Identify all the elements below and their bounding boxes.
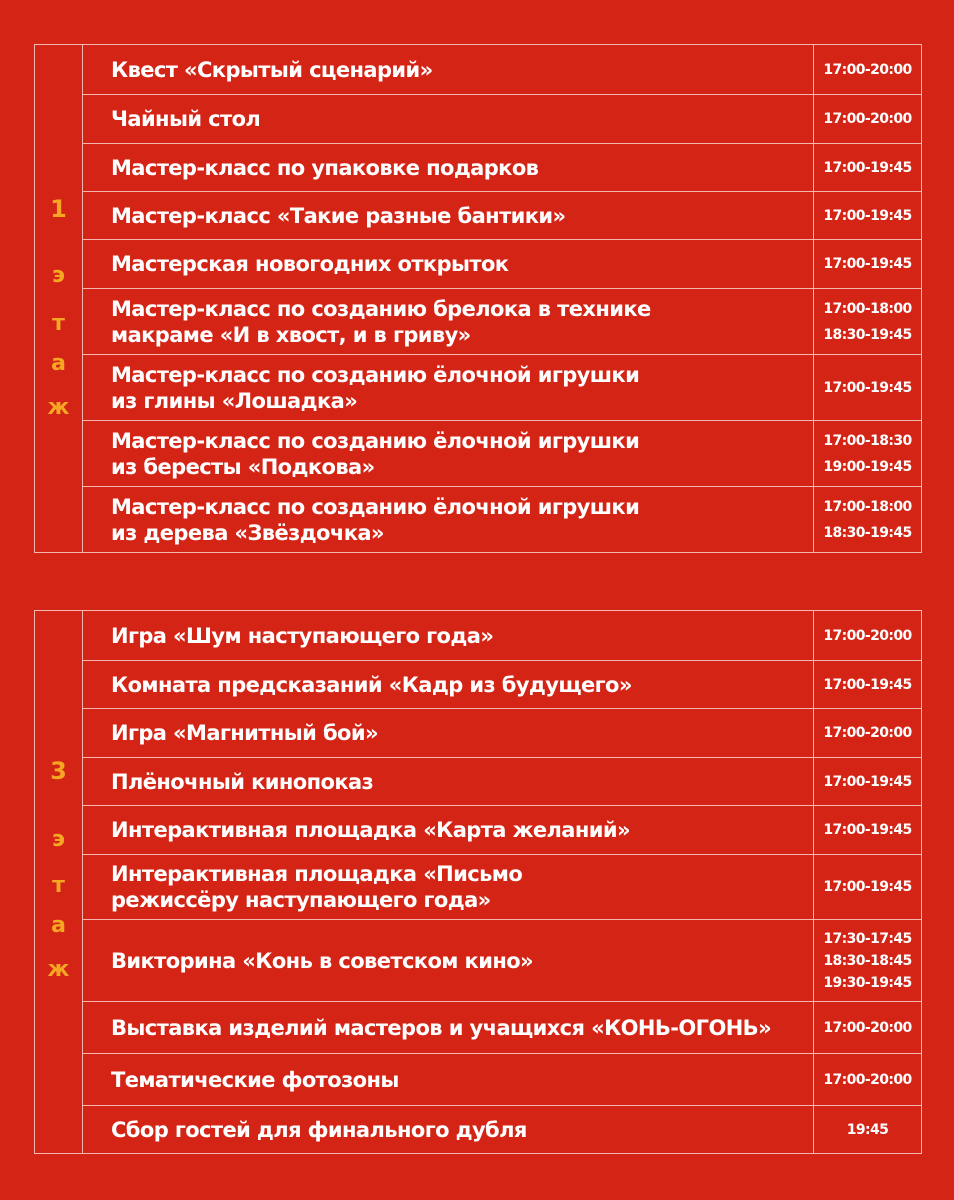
time-slot: 17:00-20:00: [823, 1019, 912, 1036]
activity-name: Выставка изделий мастеров и учащихся «КОНЬ-ОГОНЬ»: [83, 1002, 814, 1053]
time-cell: [814, 487, 921, 552]
activity-name: Сбор гостей для финального дубля: [83, 1106, 814, 1153]
schedule-row: [83, 289, 921, 355]
schedule-row: [83, 709, 921, 758]
time-cell: [814, 355, 921, 420]
activity-name: Интерактивная площадка «Письмо режиссёру наступающего года»: [83, 855, 814, 919]
time-slot: 17:00-19:45: [823, 256, 912, 272]
time-cell: [814, 611, 921, 660]
activity-name: Мастер-класс по созданию ёлочной игрушки из бересты «Подкова»: [83, 421, 814, 486]
activity-name: Мастер-класс по созданию ёлочной игрушки из глины «Лошадка»: [83, 355, 814, 420]
time-cell: [814, 144, 921, 191]
activity-name: Квест «Скрытый сценарий»: [83, 45, 814, 94]
schedule-row: [83, 661, 921, 709]
time-slot: 17:00-20:00: [823, 627, 912, 644]
activity-name: Мастерская новогодних открыток: [83, 240, 814, 288]
time-cell: [814, 1002, 921, 1053]
time-cell: [814, 1054, 921, 1105]
floor-number: 3: [50, 757, 67, 785]
time-cell: [814, 709, 921, 757]
time-slot: 17:00-20:00: [823, 1071, 912, 1088]
schedule-row: [83, 611, 921, 661]
schedule-row: [83, 355, 921, 421]
schedule-row: [83, 1054, 921, 1106]
floor-label-letter: а: [51, 351, 66, 376]
time-cell: [814, 421, 921, 486]
floor-label-letter: э: [51, 827, 66, 852]
activity-name: Игра «Шум наступающего года»: [83, 611, 814, 660]
schedule-row: [83, 1002, 921, 1054]
schedule-row: [83, 920, 921, 1002]
time-cell: [814, 192, 921, 239]
activity-name: Чайный стол: [83, 95, 814, 143]
time-slot: 17:00-18:00: [823, 498, 912, 515]
floor-label-letter: т: [52, 311, 65, 336]
time-cell: [814, 45, 921, 94]
time-slot: 17:00-19:45: [823, 379, 912, 396]
activity-name: Мастер-класс по созданию ёлочной игрушки из дерева «Звёздочка»: [83, 487, 814, 552]
schedule-row: [83, 95, 921, 144]
schedule-row: [83, 758, 921, 806]
schedule-row: [83, 487, 921, 552]
time-cell: [814, 289, 921, 354]
time-slot: 17:00-19:45: [823, 159, 912, 176]
schedule-row: [83, 240, 921, 289]
time-cell: [814, 661, 921, 708]
time-slot: 17:00-19:45: [823, 207, 912, 224]
floor-label-letter: ж: [47, 957, 70, 982]
activity-name: Викторина «Конь в советском кино»: [83, 920, 814, 1001]
time-slot: 18:30-19:45: [823, 326, 912, 343]
time-slot: 17:00-20:00: [823, 725, 912, 741]
time-slot: 19:45: [846, 1121, 889, 1138]
time-slot: 17:00-19:45: [823, 879, 912, 895]
schedule-row: [83, 1106, 921, 1153]
floor-label-letter: а: [51, 913, 66, 938]
floor-1-rows: [83, 45, 921, 552]
floor-3-rows: [83, 611, 921, 1153]
schedule-row: [83, 45, 921, 95]
time-slot: 17:30-17:45: [823, 930, 912, 947]
time-cell: [814, 920, 921, 1001]
schedule-row: [83, 421, 921, 487]
time-slot: 17:00-19:45: [823, 676, 912, 693]
floor-3-schedule: [34, 610, 922, 1154]
activity-name: Интерактивная площадка «Карта желаний»: [83, 806, 814, 854]
time-cell: [814, 1106, 921, 1153]
time-cell: [814, 806, 921, 854]
time-cell: [814, 758, 921, 805]
time-slot: 17:00-19:45: [823, 822, 912, 838]
floor-label-letter: т: [52, 873, 65, 898]
time-slot: 17:00-20:00: [823, 61, 912, 78]
time-slot: 17:00-18:00: [823, 300, 912, 317]
activity-name: Тематические фотозоны: [83, 1054, 814, 1105]
activity-name: Мастер-класс по созданию брелока в технике макраме «И в хвост, и в гриву»: [83, 289, 814, 354]
floor-1-schedule: [34, 44, 922, 553]
time-slot: 17:00-19:45: [823, 773, 912, 790]
time-slot: 17:00-18:30: [823, 432, 912, 449]
time-slot: 18:30-19:45: [823, 524, 912, 541]
schedule-row: [83, 192, 921, 240]
floor-label-letter: э: [51, 263, 66, 288]
time-slot: 19:30-19:45: [823, 974, 912, 991]
floor-number: 1: [50, 195, 67, 223]
activity-name: Комната предсказаний «Кадр из будущего»: [83, 661, 814, 708]
time-cell: [814, 95, 921, 143]
activity-name: Игра «Магнитный бой»: [83, 709, 814, 757]
activity-name: Мастер-класс по упаковке подарков: [83, 144, 814, 191]
time-slot: 18:30-18:45: [823, 952, 912, 969]
schedule-row: [83, 144, 921, 192]
schedule-row: [83, 855, 921, 920]
activity-name: Мастер-класс «Такие разные бантики»: [83, 192, 814, 239]
time-cell: [814, 240, 921, 288]
time-slot: 17:00-20:00: [823, 111, 912, 127]
schedule-row: [83, 806, 921, 855]
time-cell: [814, 855, 921, 919]
floor-label-letter: ж: [47, 395, 70, 420]
floor-3-label: [35, 611, 83, 1153]
time-slot: 19:00-19:45: [823, 458, 912, 475]
floor-1-label: [35, 45, 83, 552]
activity-name: Плёночный кинопоказ: [83, 758, 814, 805]
